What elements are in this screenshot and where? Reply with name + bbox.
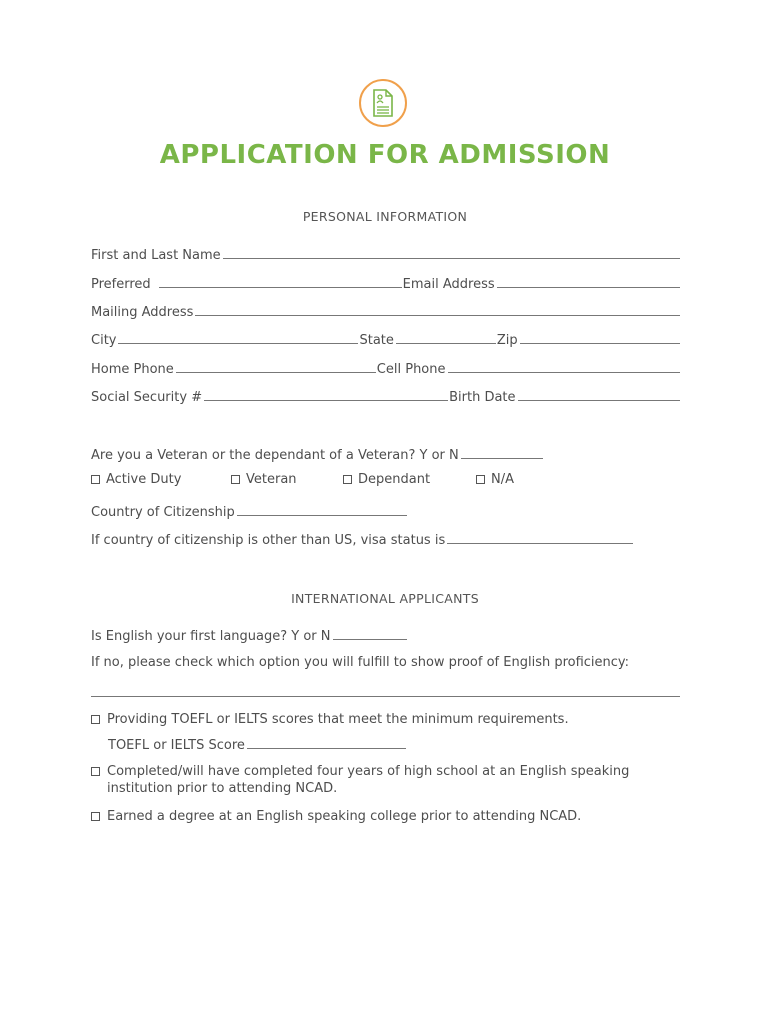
citizenship-field[interactable] xyxy=(237,515,407,516)
first-last-name-label: First and Last Name xyxy=(91,248,221,263)
state-label: State xyxy=(359,333,394,348)
veteran-status-options xyxy=(91,472,681,490)
checkbox-icon xyxy=(231,475,240,484)
option-high-school-line-1: Completed/will have completed four years of high school at an English speaking xyxy=(107,764,630,779)
checkbox-icon xyxy=(91,812,100,821)
visa-status-field[interactable] xyxy=(447,543,633,544)
birth-date-label: Birth Date xyxy=(449,390,516,405)
visa-status-row xyxy=(91,528,634,548)
checkbox-active-duty[interactable] xyxy=(91,472,181,487)
first-last-name-field[interactable] xyxy=(223,258,680,259)
checkbox-icon xyxy=(91,715,100,724)
zip-label: Zip xyxy=(496,333,518,348)
mailing-address-field[interactable] xyxy=(195,315,680,316)
checkbox-na[interactable] xyxy=(476,472,514,487)
mailing-address-row xyxy=(91,300,681,320)
option-high-school-line-2: institution prior to attending NCAD. xyxy=(107,781,338,796)
email-label: Email Address xyxy=(402,277,495,292)
section-heading-international: INTERNATIONAL APPLICANTS xyxy=(291,591,479,606)
checkbox-label: Veteran xyxy=(246,472,297,487)
application-document-icon xyxy=(359,79,407,127)
english-first-label: Is English your first language? Y or N xyxy=(91,629,331,644)
checkbox-label: Active Duty xyxy=(106,472,182,487)
ssn-birth-row xyxy=(91,385,681,405)
city-state-zip-row xyxy=(91,328,681,348)
cell-phone-field[interactable] xyxy=(448,372,681,373)
checkbox-icon xyxy=(91,767,100,776)
citizenship-label: Country of Citizenship xyxy=(91,505,235,520)
english-first-field[interactable] xyxy=(333,639,408,640)
preferred-field[interactable] xyxy=(159,287,402,288)
english-first-row xyxy=(91,624,408,644)
citizenship-row xyxy=(91,500,408,520)
mailing-address-label: Mailing Address xyxy=(91,305,194,320)
section-heading-personal: PERSONAL INFORMATION xyxy=(302,209,468,224)
city-label: City xyxy=(91,333,117,348)
toefl-score-field[interactable] xyxy=(247,748,406,749)
veteran-answer-field[interactable] xyxy=(461,458,543,459)
veteran-question-row xyxy=(91,443,544,463)
option-high-school[interactable] xyxy=(91,763,681,797)
proof-answer-field[interactable] xyxy=(91,696,680,697)
preferred-email-row xyxy=(91,272,681,292)
cell-phone-label: Cell Phone xyxy=(376,362,446,377)
proof-prompt: If no, please check which option you will fulfill to show proof of English proficiency: xyxy=(91,655,630,670)
veteran-question-label: Are you a Veteran or the dependant of a Veteran? Y or N xyxy=(91,448,459,463)
email-field[interactable] xyxy=(497,287,680,288)
option-college-label: Earned a degree at an English speaking college prior to attending NCAD. xyxy=(107,809,582,824)
first-last-name-row xyxy=(91,243,681,263)
toefl-score-label: TOEFL or IELTS Score xyxy=(108,738,245,753)
page-title: APPLICATION FOR ADMISSION xyxy=(159,140,611,170)
option-toefl-ielts[interactable] xyxy=(91,711,681,728)
city-field[interactable] xyxy=(118,343,358,344)
checkbox-label: Dependant xyxy=(358,472,431,487)
checkbox-icon xyxy=(91,475,100,484)
checkbox-label: N/A xyxy=(491,472,514,487)
checkbox-dependant[interactable] xyxy=(343,472,430,487)
birth-date-field[interactable] xyxy=(518,400,680,401)
option-college-degree[interactable] xyxy=(91,808,681,825)
visa-status-label: If country of citizenship is other than US, visa status is xyxy=(91,533,446,548)
ssn-label: Social Security # xyxy=(91,390,203,405)
option-toefl-label: Providing TOEFL or IELTS scores that meet the minimum requirements. xyxy=(107,712,569,727)
zip-field[interactable] xyxy=(520,343,680,344)
home-phone-label: Home Phone xyxy=(91,362,174,377)
home-phone-field[interactable] xyxy=(176,372,376,373)
preferred-label: Preferred xyxy=(91,277,151,292)
phone-row xyxy=(91,357,681,377)
ssn-field[interactable] xyxy=(204,400,448,401)
state-field[interactable] xyxy=(396,343,496,344)
toefl-score-row xyxy=(108,733,407,753)
checkbox-veteran[interactable] xyxy=(231,472,297,487)
checkbox-icon xyxy=(476,475,485,484)
checkbox-icon xyxy=(343,475,352,484)
